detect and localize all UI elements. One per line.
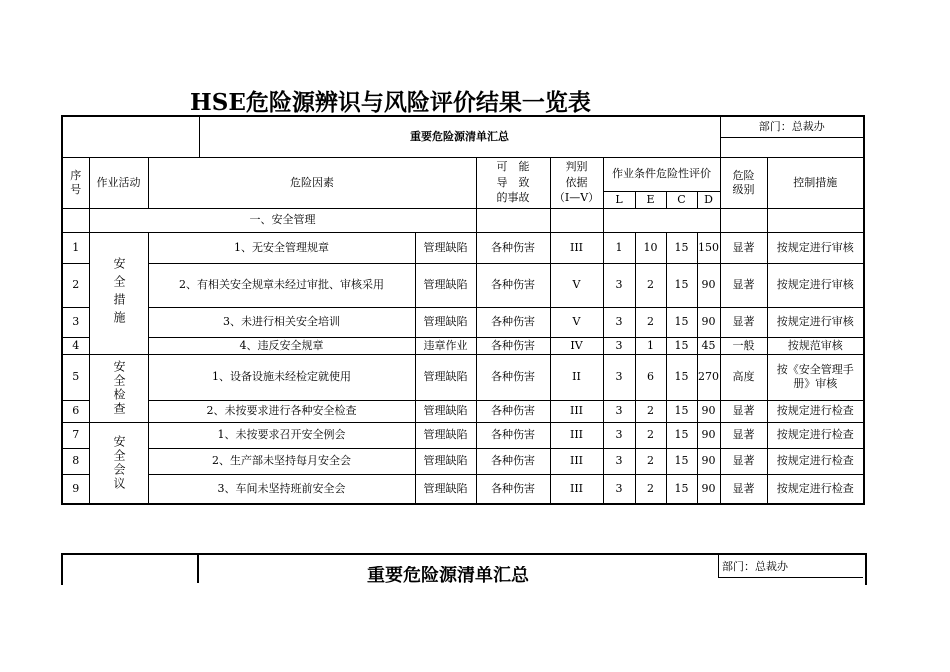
row-hazard: 1、设备设施未经检定就使用 [148, 354, 415, 400]
row-accident: 各种伤害 [476, 400, 550, 422]
group-label: 安全会议 [89, 422, 148, 504]
row-basis: III [550, 400, 603, 422]
row-D: 90 [697, 263, 720, 307]
section-blank [603, 208, 720, 232]
row-C: 15 [666, 232, 697, 263]
row-E: 2 [635, 422, 666, 448]
col-seq: 序号 [62, 157, 89, 208]
row-C: 15 [666, 263, 697, 307]
row-level: 显著 [720, 422, 767, 448]
row-C: 15 [666, 354, 697, 400]
col-measure: 控制措施 [767, 157, 864, 208]
section-blank [767, 208, 864, 232]
section-blank [476, 208, 550, 232]
row-no: 8 [62, 448, 89, 474]
row-basis: III [550, 474, 603, 504]
col-E: E [635, 191, 666, 208]
row-basis: III [550, 232, 603, 263]
page-title: HSE危险源辨识与风险评价结果一览表 [190, 89, 591, 116]
row-type: 管理缺陷 [415, 400, 476, 422]
row-level: 一般 [720, 337, 767, 354]
col-possible: 可 能 导 致 的事故 [476, 157, 550, 208]
second-table-divider [718, 577, 863, 578]
row-E: 2 [635, 400, 666, 422]
row-hazard: 2、生产部未坚持每月安全会 [148, 448, 415, 474]
row-level: 显著 [720, 232, 767, 263]
row-D: 45 [697, 337, 720, 354]
row-level: 显著 [720, 263, 767, 307]
row-accident: 各种伤害 [476, 474, 550, 504]
row-measure: 按规定进行检查 [767, 474, 864, 504]
group-label: 安全检查 [89, 354, 148, 422]
row-measure: 按规定进行审核 [767, 232, 864, 263]
row-measure: 按规范审核 [767, 337, 864, 354]
row-accident: 各种伤害 [476, 337, 550, 354]
block-title: 重要危险源清单汇总 [199, 116, 720, 157]
row-accident: 各种伤害 [476, 307, 550, 337]
row-type: 管理缺陷 [415, 474, 476, 504]
col-L: L [603, 191, 635, 208]
row-E: 2 [635, 474, 666, 504]
row-hazard: 4、违反安全规章 [148, 337, 415, 354]
col-C: C [666, 191, 697, 208]
row-hazard: 3、未进行相关安全培训 [148, 307, 415, 337]
col-activity: 作业活动 [89, 157, 148, 208]
row-E: 6 [635, 354, 666, 400]
row-basis: III [550, 448, 603, 474]
col-basis: 判别 依据 （Ⅰ—Ⅴ） [550, 157, 603, 208]
row-measure: 按规定进行检查 [767, 400, 864, 422]
row-level: 显著 [720, 474, 767, 504]
row-E: 10 [635, 232, 666, 263]
row-C: 15 [666, 474, 697, 504]
col-hazard: 危险因素 [148, 157, 476, 208]
row-basis: III [550, 422, 603, 448]
section-blank [720, 208, 767, 232]
row-E: 2 [635, 263, 666, 307]
section-blank [62, 208, 89, 232]
row-type: 管理缺陷 [415, 354, 476, 400]
row-basis: II [550, 354, 603, 400]
row-hazard: 3、车间未坚持班前安全会 [148, 474, 415, 504]
hazard-table [61, 115, 865, 505]
row-type: 管理缺陷 [415, 448, 476, 474]
row-type: 管理缺陷 [415, 307, 476, 337]
dept-label: 部门：总裁办 [720, 116, 864, 137]
row-L: 3 [603, 337, 635, 354]
row-no: 1 [62, 232, 89, 263]
row-E: 1 [635, 337, 666, 354]
row-level: 显著 [720, 448, 767, 474]
row-accident: 各种伤害 [476, 422, 550, 448]
row-hazard: 2、未按要求进行各种安全检查 [148, 400, 415, 422]
row-no: 6 [62, 400, 89, 422]
row-L: 3 [603, 422, 635, 448]
row-no: 9 [62, 474, 89, 504]
dept-blank [720, 137, 864, 157]
row-measure: 按《安全管理手册》审核 [767, 354, 864, 400]
row-C: 15 [666, 448, 697, 474]
row-accident: 各种伤害 [476, 448, 550, 474]
row-hazard: 1、无安全管理规章 [148, 232, 415, 263]
col-eval: 作业条件危险性评价 [603, 157, 720, 191]
row-L: 3 [603, 400, 635, 422]
row-level: 显著 [720, 307, 767, 337]
row-measure: 按规定进行检查 [767, 448, 864, 474]
row-basis: V [550, 307, 603, 337]
row-E: 2 [635, 307, 666, 337]
row-no: 3 [62, 307, 89, 337]
header-blank [62, 116, 199, 157]
second-table-divider [718, 553, 719, 578]
row-no: 7 [62, 422, 89, 448]
row-type: 管理缺陷 [415, 263, 476, 307]
row-C: 15 [666, 337, 697, 354]
row-level: 显著 [720, 400, 767, 422]
row-D: 90 [697, 400, 720, 422]
block-title: 重要危险源清单汇总 [367, 566, 529, 583]
row-basis: IV [550, 337, 603, 354]
row-basis: V [550, 263, 603, 307]
row-level: 高度 [720, 354, 767, 400]
row-D: 270 [697, 354, 720, 400]
row-accident: 各种伤害 [476, 354, 550, 400]
row-no: 2 [62, 263, 89, 307]
col-level: 危险 级别 [720, 157, 767, 208]
row-C: 15 [666, 422, 697, 448]
row-D: 90 [697, 422, 720, 448]
row-hazard: 1、未按要求召开安全例会 [148, 422, 415, 448]
row-L: 1 [603, 232, 635, 263]
row-measure: 按规定进行检查 [767, 422, 864, 448]
row-measure: 按规定进行审核 [767, 307, 864, 337]
row-L: 3 [603, 474, 635, 504]
row-C: 15 [666, 307, 697, 337]
row-D: 90 [697, 474, 720, 504]
second-table-header [61, 553, 863, 583]
row-accident: 各种伤害 [476, 263, 550, 307]
row-type: 管理缺陷 [415, 422, 476, 448]
row-no: 5 [62, 354, 89, 400]
col-D: D [697, 191, 720, 208]
row-C: 15 [666, 400, 697, 422]
row-type: 违章作业 [415, 337, 476, 354]
row-type: 管理缺陷 [415, 232, 476, 263]
row-L: 3 [603, 307, 635, 337]
group-label: 安全措施 [89, 232, 148, 354]
second-table-divider [197, 553, 199, 583]
row-L: 3 [603, 263, 635, 307]
row-D: 150 [697, 232, 720, 263]
row-E: 2 [635, 448, 666, 474]
row-D: 90 [697, 307, 720, 337]
section-blank [550, 208, 603, 232]
row-L: 3 [603, 354, 635, 400]
section-label: 一、安全管理 [89, 208, 476, 232]
row-L: 3 [603, 448, 635, 474]
row-D: 90 [697, 448, 720, 474]
row-no: 4 [62, 337, 89, 354]
dept-label: 部门：总裁办 [722, 560, 788, 573]
row-accident: 各种伤害 [476, 232, 550, 263]
row-hazard: 2、有相关安全规章未经过审批、审核采用 [148, 263, 415, 307]
row-measure: 按规定进行审核 [767, 263, 864, 307]
